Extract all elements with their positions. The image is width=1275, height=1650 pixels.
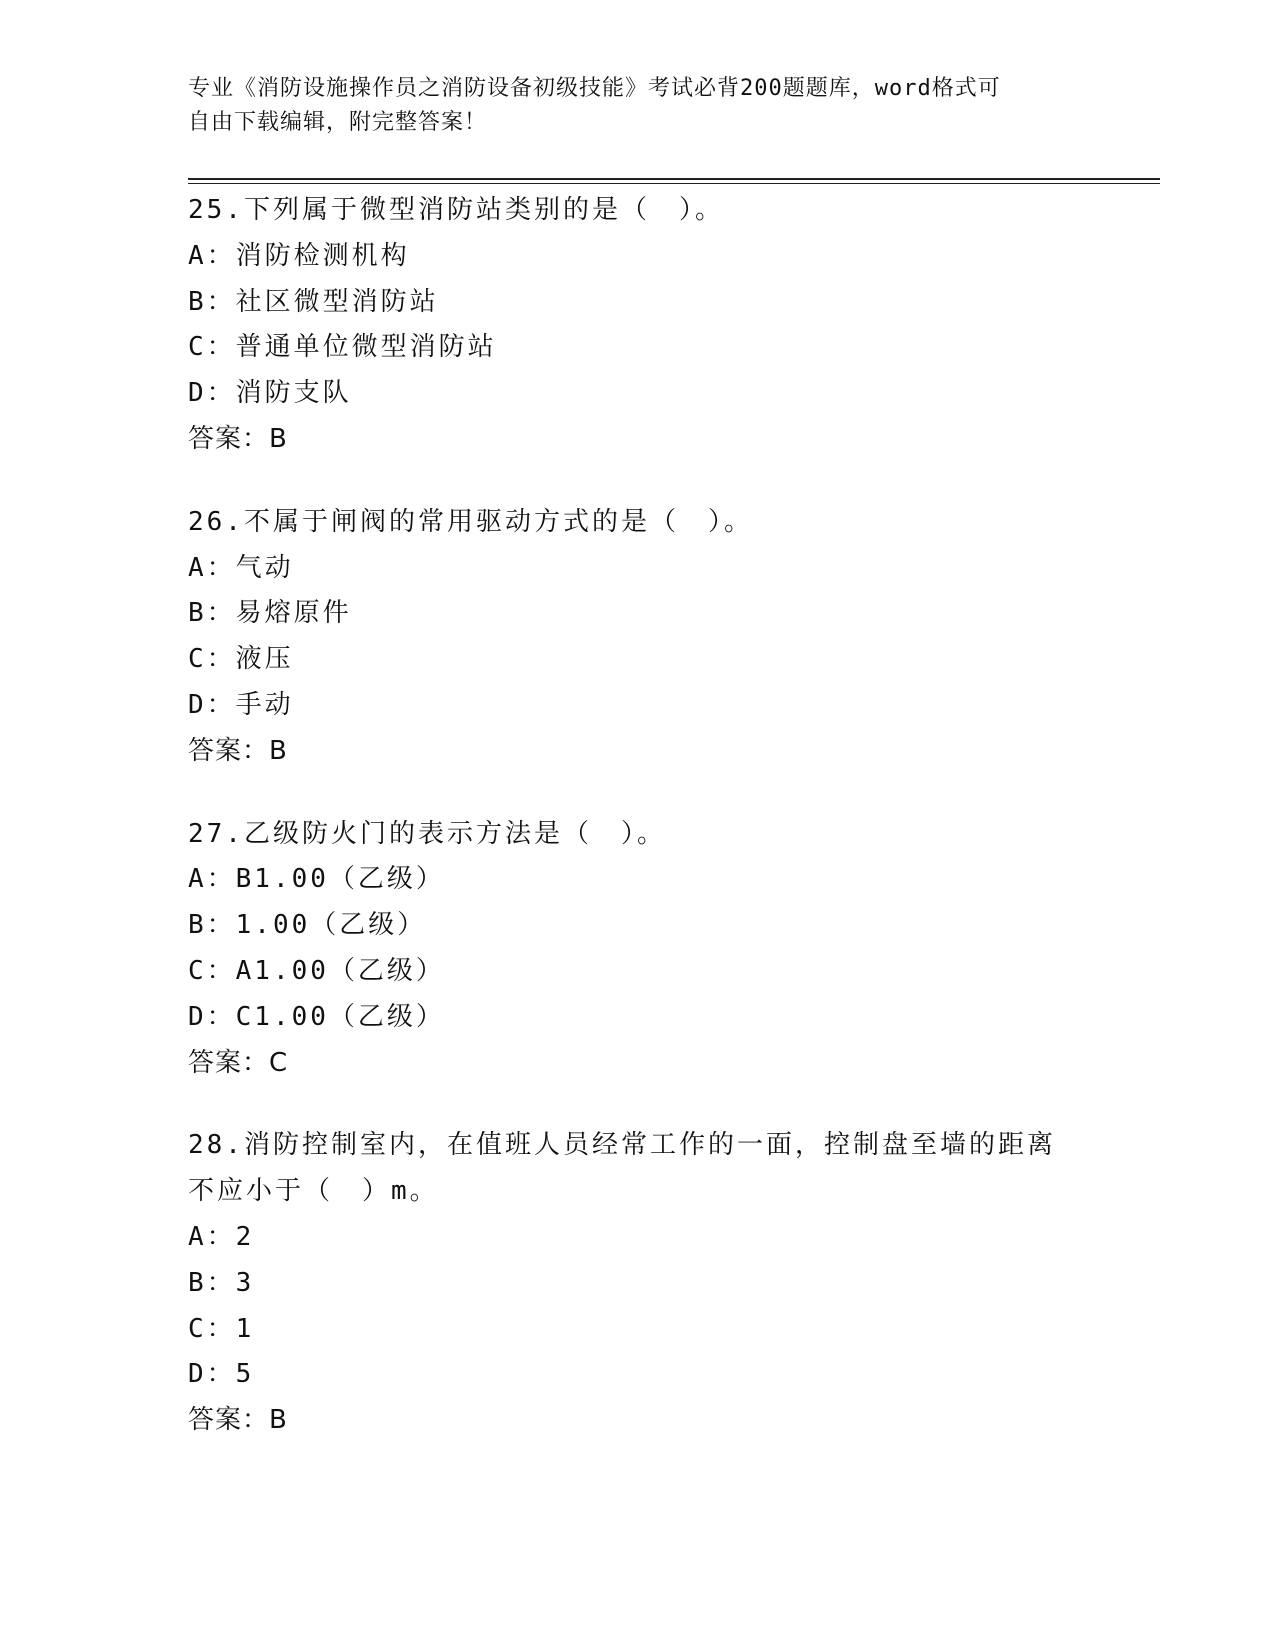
header-divider-thick bbox=[188, 178, 1160, 180]
header-divider-thin bbox=[188, 183, 1160, 184]
question-item bbox=[188, 812, 1068, 1087]
option-c: C：A1.00（乙级） bbox=[188, 955, 445, 986]
option-a: A：气动 bbox=[188, 552, 294, 583]
question-item bbox=[188, 1123, 1068, 1444]
answer-label: 答案：B bbox=[188, 735, 288, 766]
option-d: D：手动 bbox=[188, 689, 294, 720]
option-b: B：3 bbox=[188, 1267, 255, 1298]
question-stem: 26.不属于闸阀的常用驱动方式的是（ ）。 bbox=[188, 506, 753, 537]
question-item bbox=[188, 188, 1068, 463]
question-stem: 27.乙级防火门的表示方法是（ ）。 bbox=[188, 818, 666, 849]
option-c: C：普通单位微型消防站 bbox=[188, 332, 497, 363]
option-a: A：2 bbox=[188, 1221, 255, 1252]
question-list bbox=[188, 188, 1068, 1481]
answer-label: 答案：B bbox=[188, 1405, 288, 1436]
option-b: B：易熔原件 bbox=[188, 598, 352, 629]
option-a: A：B1.00（乙级） bbox=[188, 864, 445, 895]
option-d: D：C1.00（乙级） bbox=[188, 1001, 445, 1032]
question-stem: 28.消防控制室内，在值班人员经常工作的一面，控制盘至墙的距离不应小于（ ）m。 bbox=[188, 1130, 1056, 1207]
answer-label: 答案：B bbox=[188, 423, 288, 454]
option-c: C：液压 bbox=[188, 644, 294, 675]
question-item bbox=[188, 500, 1068, 775]
option-b: B：1.00（乙级） bbox=[188, 910, 427, 941]
option-c: C：1 bbox=[188, 1313, 255, 1344]
option-d: D：消防支队 bbox=[188, 378, 352, 409]
header-title-line-1: 专业《消防设施操作员之消防设备初级技能》考试必背200题题库，word格式可 bbox=[188, 76, 1001, 101]
option-d: D：5 bbox=[188, 1359, 255, 1390]
option-a: A：消防检测机构 bbox=[188, 240, 410, 271]
header-title-line-2: 自由下载编辑，附完整答案！ bbox=[188, 110, 488, 135]
question-stem: 25.下列属于微型消防站类别的是（ ）。 bbox=[188, 195, 724, 225]
answer-label: 答案：C bbox=[188, 1047, 289, 1078]
option-b: B：社区微型消防站 bbox=[188, 286, 439, 317]
document-header bbox=[188, 72, 1068, 140]
